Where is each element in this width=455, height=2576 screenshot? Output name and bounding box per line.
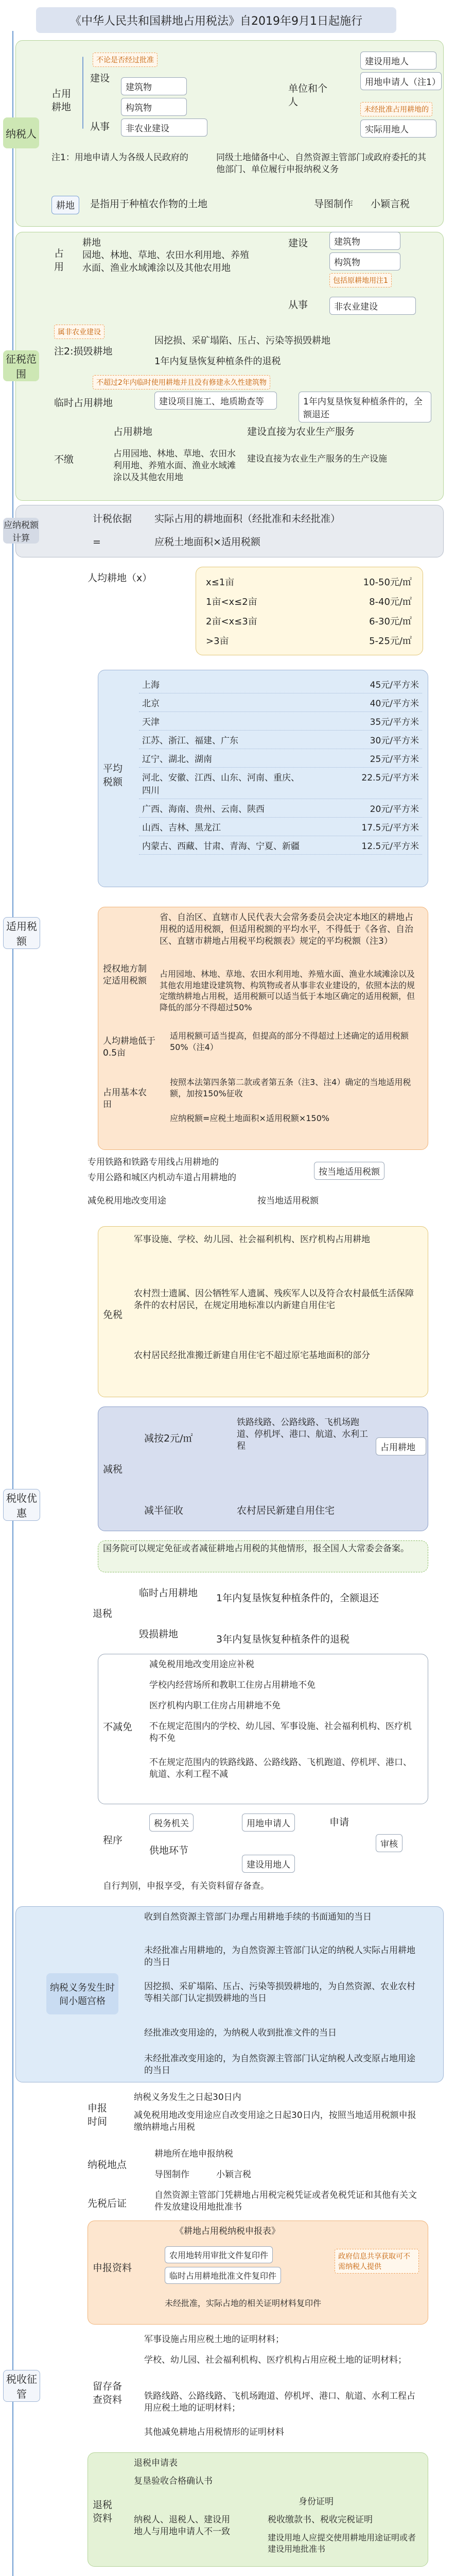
- tier-rate: 8-40元/㎡: [369, 597, 412, 607]
- calc-basis: 计税依据: [93, 513, 132, 524]
- deadline: 申报时间: [87, 2103, 108, 2127]
- province-rate: 30元/平方米: [370, 736, 419, 746]
- province-name: 上海: [142, 680, 160, 690]
- province-name: 山西、吉林、黑龙江: [142, 823, 221, 833]
- scope-occupy: 占用: [54, 248, 64, 273]
- ne-intro: 减免税用地改变用途应补税: [149, 1659, 254, 1670]
- ne3: 不在规定范围内的学校、幼儿园、军事设施、社会福利机构、医疗机构不免: [149, 1721, 412, 1743]
- refund-rule2: 3年内复垦恢复种植条件的退税: [216, 1634, 350, 1645]
- province-row: [139, 836, 422, 855]
- author-2: 小颖言税: [216, 2170, 251, 2180]
- payer-brace: [82, 57, 83, 129]
- exempt-panel: [98, 1226, 428, 1397]
- reduce-rate: 按当地适用税额: [314, 1162, 384, 1180]
- timing-r1: 收到自然资源主管部门办理占用耕地手续的书面通知的当日: [144, 1912, 372, 1922]
- province-name: 天津: [142, 717, 160, 727]
- farmland-def: 是指用于种植农作物的土地: [90, 198, 208, 210]
- province-list: [139, 675, 422, 855]
- tier-row: [201, 572, 417, 591]
- timing-r5: 未经批准改变用途的，为自然资源主管部门认定纳税人改变原占地用途的当日: [144, 2054, 415, 2076]
- approve: 审核: [376, 1834, 402, 1852]
- no-exempt: 不减免: [103, 1721, 133, 1733]
- actual-area: 实际占用的耕地面积（经批准和未经批准）: [154, 513, 341, 524]
- province-name: 江苏、浙江、福建、广东: [142, 736, 238, 746]
- farm-build: 占用耕地: [113, 426, 153, 437]
- tier-rate: 5-25元/㎡: [369, 636, 412, 647]
- land-rate: 应纳税额=应税土地面积×适用税额×150%: [170, 1113, 329, 1123]
- non-agri: 非农业建设: [121, 118, 207, 137]
- doc1: 农用地转用审批文件复印件: [165, 2246, 273, 2263]
- province-name: 辽宁、湖北、湖南: [142, 754, 212, 765]
- province-name: 北京: [142, 699, 160, 709]
- keep2: 学校、幼儿园、社会福利机构、医疗机构占用应税土地的证明材料；: [144, 2355, 407, 2365]
- province-name: 广西、海南、贵州、云南、陕西: [142, 804, 265, 815]
- certify-rule: 自然资源主管部门凭耕地占用税完税凭证或者免税凭证和其他有关文件发放建设用地批准书: [154, 2190, 417, 2212]
- applicant: 用地申请人（注1）: [360, 72, 442, 90]
- ne4: 不在规定范围内的铁路线路、公路线路、飞机跑道、停机坪、港口、航道、水利工程不减: [149, 1757, 412, 1780]
- council: 国务院可以规定免征或者减征耕地占用税的其他情形，报全国人大常委会备案。: [103, 1544, 409, 1554]
- deadline-rule2: 减免税用地改变用途应自改变用途之日起30日内，按照当地适用税额申报缴纳耕地占用税: [134, 2110, 416, 2132]
- province-rate: 12.5元/平方米: [361, 841, 419, 852]
- scope-construct: 建筑物: [329, 232, 400, 250]
- procedure: 程序: [103, 1835, 123, 1846]
- province-rate: 35元/平方米: [370, 717, 419, 727]
- land-user: 建设用地人: [242, 1855, 295, 1873]
- exempt-items: 军事设施、学校、幼儿园、社会福利机构、医疗机构占用耕地: [134, 1234, 370, 1245]
- avg-label: 平均税额: [103, 763, 123, 788]
- rural-home: 农村居民新建自用住宅: [237, 1505, 335, 1516]
- farm-restore: 1年内复垦恢复种植条件的退税: [154, 356, 281, 367]
- damage-farm: 毁损耕地: [139, 1629, 179, 1640]
- per-low-rule: 适用税额可适当提高，但提高的部分不得超过上述确定的适用税额50%（注4）: [170, 1031, 409, 1052]
- tier-range: 1亩<x≤2亩: [206, 597, 257, 607]
- garden: 占用园地、林地、草地、农田水利用地、养殖水面、渔业水域滩涂以及其他农用地: [113, 449, 236, 483]
- basis-equals: =: [93, 536, 101, 548]
- scope-label: 征税范围: [3, 350, 39, 381]
- exempt-home2: 农村居民经批准搬迁新建自用住宅不超过原宅基地面积的部分: [134, 1350, 370, 1361]
- reduce: 减税: [103, 1464, 123, 1475]
- author: 小颖言税: [371, 198, 410, 210]
- temp-approved: 建设项目施工、地质勘查等: [154, 392, 277, 410]
- scope-note-area: 包括原耕地用注1: [329, 273, 392, 287]
- unit-person: 单位和个人: [288, 83, 328, 108]
- main-stem: [12, 31, 13, 2576]
- certify: 先税后证: [87, 2198, 127, 2209]
- province-row: [139, 675, 422, 693]
- exempt-home: 农村烈士遗属、因公牺牲军人遗属、残疾军人以及符合农村最低生活保障条件的农村居民，在规定用地标准以内新建自用住宅: [134, 1289, 414, 1311]
- rates-label: 适用税额: [3, 917, 40, 949]
- tier-row: [201, 611, 417, 631]
- garden-build: 建设直接为农业生产服务的生产设施: [247, 454, 387, 464]
- docs: 申报资料: [93, 2262, 132, 2274]
- province-rate: 40元/平方米: [370, 699, 419, 709]
- keep1: 军事设施占用应税土地的证明材料；: [144, 2334, 284, 2345]
- special-road: 专用公路和城区内机动车道占用耕地的: [87, 1173, 236, 1183]
- page-title: 《中华人民共和国耕地占用税法》自2019年9月1日起施行: [36, 7, 396, 33]
- timing-label: 纳税义务发生时间小题宫格: [46, 1973, 118, 2014]
- province-name: 内蒙古、西藏、甘肃、青海、宁夏、新疆: [142, 841, 300, 852]
- note2: 注2:损毁耕地: [54, 346, 113, 357]
- reduce-amount: 减按2元/㎡: [144, 1433, 193, 1444]
- local-rule: 省、自治区、直辖市人民代表大会常务委员会决定本地区的耕地占用税的适用税额，但适用税额的平均水平，不得低于《各省、自治区、直辖市耕地占用税平均税额表》规定的平均税额（注3）: [160, 912, 413, 946]
- r5: 税收缴款书、税收完税证明: [268, 2515, 373, 2525]
- direct-note: 属非农业建设: [54, 325, 104, 339]
- tier-row: [201, 631, 417, 650]
- province-rate: 22.5元/平方米: [361, 773, 419, 783]
- structure-box: 构筑物: [121, 98, 187, 116]
- r3: 纳税人、退税人、建设用地人与用地申请人不一致: [134, 2515, 230, 2537]
- tier-range: 2亩<x≤3亩: [206, 616, 257, 627]
- province-rate: 25元/平方米: [370, 754, 419, 765]
- occupy-farm-reduce: 占用耕地: [376, 1437, 426, 1455]
- refund-docs: 退税资料: [93, 2499, 113, 2524]
- collect-label: 税收征管: [3, 2370, 40, 2402]
- province-row: [139, 693, 422, 712]
- exempt: 免税: [103, 1309, 123, 1320]
- map-ref-2: 导图制作: [154, 2170, 189, 2180]
- r6: 建设用地人应提交使用耕地用途证明或者建设用地批准书: [268, 2533, 416, 2554]
- tier-list: [201, 572, 417, 650]
- tier-range: >3亩: [206, 636, 229, 647]
- farmland-def-term: 耕地: [51, 196, 79, 214]
- province-row: [139, 712, 422, 731]
- province-rate: 17.5元/平方米: [361, 823, 419, 833]
- ne1: 学校内经营场所和教职工住房占用耕地不免: [149, 1680, 316, 1690]
- tier-row: [201, 591, 417, 611]
- calc-total: 减免税用地改变用途: [87, 1196, 166, 1206]
- occupy-farm: 占用耕地: [51, 88, 72, 113]
- deadline-rule: 纳税义务发生之日起30日内: [134, 2092, 241, 2103]
- tier-rate: 10-50元/㎡: [363, 577, 412, 588]
- construct-box: 建筑物: [121, 77, 187, 95]
- note-land: 占用园地、林地、草地、农田水利用地、养殖水面、渔业水域滩涂以及其他农用地建设建筑物、构筑物或者从事非农业建设的，依照本法的规定缴纳耕地占用税，适用税额可以适当低于本地区确定的适用税额，但降低的部分不得超过50%: [160, 969, 415, 1012]
- keep: 留存备查资料: [93, 2381, 122, 2405]
- payer-label: 纳税人: [3, 117, 39, 148]
- province-row: [139, 749, 422, 768]
- temporary: 临时占用耕地: [54, 397, 113, 409]
- basis-formula: 应税土地面积×适用税额: [154, 536, 260, 548]
- temp-restore: 1年内复垦恢复种植条件的，全额退还: [299, 392, 431, 422]
- place: 纳税地点: [87, 2159, 127, 2171]
- rate-up-rule: 按照本法第四条第二款或者第五条（注3、注4）确定的当地适用税额，加按150%征收: [170, 1077, 411, 1098]
- province-name: 河北、安徽、江西、山东、河南、重庆、四川: [142, 773, 300, 796]
- apply-person: 用地申请人: [242, 1814, 295, 1832]
- per-low: 人均耕地低于0.5亩: [103, 1036, 155, 1058]
- declare: 申请: [329, 1817, 349, 1828]
- province-row: [139, 768, 422, 799]
- temp-note: 不超过2年内临时使用耕地并且没有修建永久性建筑物: [93, 375, 270, 389]
- keep4: 其他减免耕地占用税情形的证明材料: [144, 2427, 284, 2437]
- note1: 注1：用地申请人为各级人民政府的: [51, 152, 188, 163]
- province-row: [139, 818, 422, 836]
- scope-build: 建设: [288, 238, 308, 249]
- scope-non-agri: 非农业建设: [329, 297, 416, 315]
- special-rail: 专用铁路和铁路专用线占用耕地的: [87, 1157, 219, 1167]
- approved-user: 建设用地人: [360, 52, 436, 70]
- doc-note: 政府信息共享获取可不需纳税人提供: [335, 2249, 419, 2274]
- authority: 授权地方制定适用税额: [103, 964, 147, 986]
- province-row: [139, 799, 422, 818]
- reduce-items: 铁路线路、公路线路、飞机场跑道、停机坪、港口、航道、水利工程: [237, 1417, 368, 1451]
- temp-occupy: 临时占用耕地: [139, 1587, 198, 1599]
- r4: 身份证明: [299, 2497, 334, 2507]
- r1: 退税申请表: [134, 2458, 178, 2468]
- ne2: 医疗机构内职工住房占用耕地不免: [149, 1701, 281, 1711]
- tax-auth: 税务机关: [149, 1814, 194, 1832]
- note1b: 同级土地储备中心、自然资源主管部门或政府委托的其他部门、单位履行申报纳税义务: [216, 152, 426, 175]
- province-rate: 45元/平方米: [370, 680, 419, 690]
- place-rule: 耕地所在地申报纳税: [154, 2149, 233, 2159]
- refund-rule: 1年内复垦恢复种植条件的，全额退还: [216, 1592, 379, 1604]
- tier-rate: 6-30元/㎡: [369, 616, 412, 627]
- build: 建设: [90, 73, 110, 84]
- tier-range: x≤1亩: [206, 577, 235, 588]
- supply: 供地环节: [149, 1845, 189, 1856]
- docs-title: 《耕地占用税纳税申报表》: [175, 2226, 280, 2236]
- engage: 从事: [90, 121, 110, 132]
- note-not-approved: 未经批准占用耕地的: [360, 102, 432, 116]
- timing-r4: 经批准改变用途的，为纳税人收到批准文件的当日: [144, 2028, 337, 2038]
- per-capita: 人均耕地（x）: [87, 572, 152, 584]
- basis-label: 应纳税额计算: [3, 518, 39, 544]
- farm-build2: 建设直接为农业生产服务: [247, 426, 355, 437]
- province-rate: 20元/平方米: [370, 804, 419, 815]
- scope-structure: 构筑物: [329, 252, 400, 270]
- half: 减半征收: [144, 1505, 184, 1516]
- not-tax: 不缴: [54, 454, 74, 465]
- map-ref: 导图制作: [314, 198, 354, 210]
- actual-user: 实际用地人: [360, 120, 436, 138]
- damage: 因挖损、采矿塌陷、压占、污染等损毁耕地: [154, 335, 330, 346]
- self-judge: 自行判别，申报享受，有关资料留存备查。: [103, 1881, 269, 1891]
- calc-rule: 按当地适用税额: [257, 1196, 319, 1206]
- province-row: [139, 731, 422, 749]
- rate-up: 占用基本农田: [103, 1088, 147, 1110]
- refund: 退税: [93, 1608, 113, 1619]
- land-types: 耕地 园地、林地、草地、农田水利用地、养殖水面、渔业水域滩涂以及其他农用地: [82, 238, 249, 274]
- doc3: 未经批准，实际占地的相关证明材料复印件: [165, 2298, 322, 2308]
- timing-r2: 未经批准占用耕地的，为自然资源主管部门认定的纳税人实际占用耕地的当日: [144, 1945, 415, 1968]
- doc2: 临时占用耕地批准文件复印件: [165, 2267, 281, 2284]
- scope-engage: 从事: [288, 299, 308, 311]
- relief-label: 税收优惠: [3, 1489, 40, 1521]
- r2: 复垦验收合格确认书: [134, 2476, 213, 2486]
- keep3: 铁路线路、公路线路、飞机场跑道、停机坪、港口、航道、水利工程占用应税土地的证明材料；: [144, 2391, 415, 2413]
- note-unapproved: 不论是否经过批准: [93, 53, 157, 67]
- timing-r3: 因挖损、采矿塌陷、压占、污染等损毁耕地的，为自然资源、农业农村等相关部门认定损毁耕地的当日: [144, 1981, 415, 2004]
